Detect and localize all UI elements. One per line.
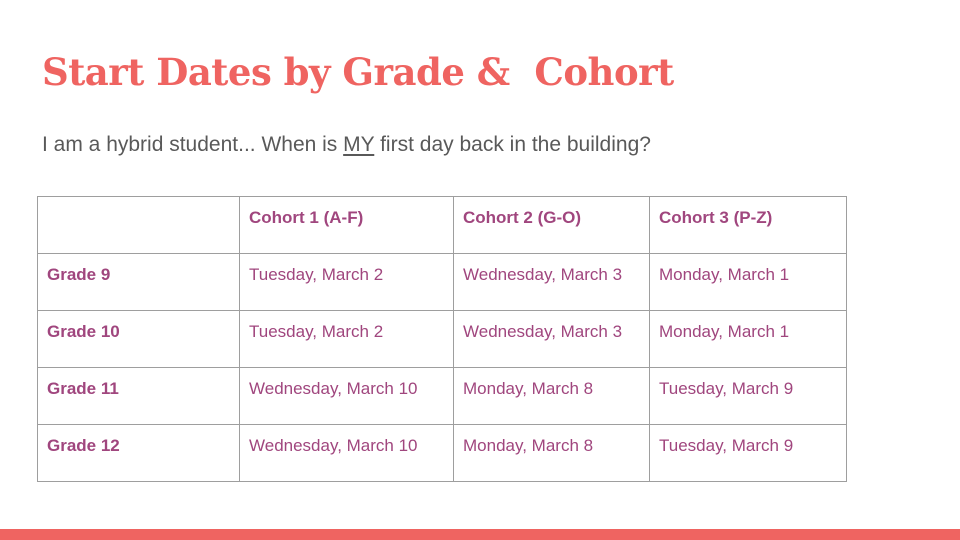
- table-cell: Monday, March 1: [650, 254, 847, 311]
- start-dates-table: [37, 196, 847, 482]
- table-cell: Tuesday, March 9: [650, 368, 847, 425]
- table-row: [38, 254, 847, 311]
- accent-bar: [0, 529, 960, 540]
- table-row: [38, 368, 847, 425]
- table-cell: Wednesday, March 3: [454, 254, 650, 311]
- subtitle-text-start: I am a hybrid student... When is: [42, 133, 344, 156]
- table-header-row: [38, 197, 847, 254]
- table-cell: Tuesday, March 2: [240, 254, 454, 311]
- table-cell: Wednesday, March 10: [240, 368, 454, 425]
- column-header-cohort-3: Cohort 3 (P-Z): [650, 197, 847, 254]
- column-header-cohort-1: Cohort 1 (A-F): [240, 197, 454, 254]
- table-cell: Tuesday, March 9: [650, 425, 847, 482]
- table-cell: Monday, March 8: [454, 425, 650, 482]
- table-cell: Tuesday, March 2: [240, 311, 454, 368]
- table-cell: Wednesday, March 10: [240, 425, 454, 482]
- table-cell: Monday, March 8: [454, 368, 650, 425]
- row-header-grade: Grade 9: [38, 254, 240, 311]
- table-corner-cell: [38, 197, 240, 254]
- subtitle-emphasis: MY: [343, 133, 375, 156]
- table-cell: Monday, March 1: [650, 311, 847, 368]
- row-header-grade: Grade 10: [38, 311, 240, 368]
- slide-title: Start Dates by Grade & Cohort: [42, 50, 674, 94]
- subtitle-text-end: first day back in the building?: [374, 133, 651, 156]
- table-row: [38, 425, 847, 482]
- slide-subtitle: [42, 130, 651, 160]
- row-header-grade: Grade 12: [38, 425, 240, 482]
- table-row: [38, 311, 847, 368]
- row-header-grade: Grade 11: [38, 368, 240, 425]
- table-cell: Wednesday, March 3: [454, 311, 650, 368]
- column-header-cohort-2: Cohort 2 (G-O): [454, 197, 650, 254]
